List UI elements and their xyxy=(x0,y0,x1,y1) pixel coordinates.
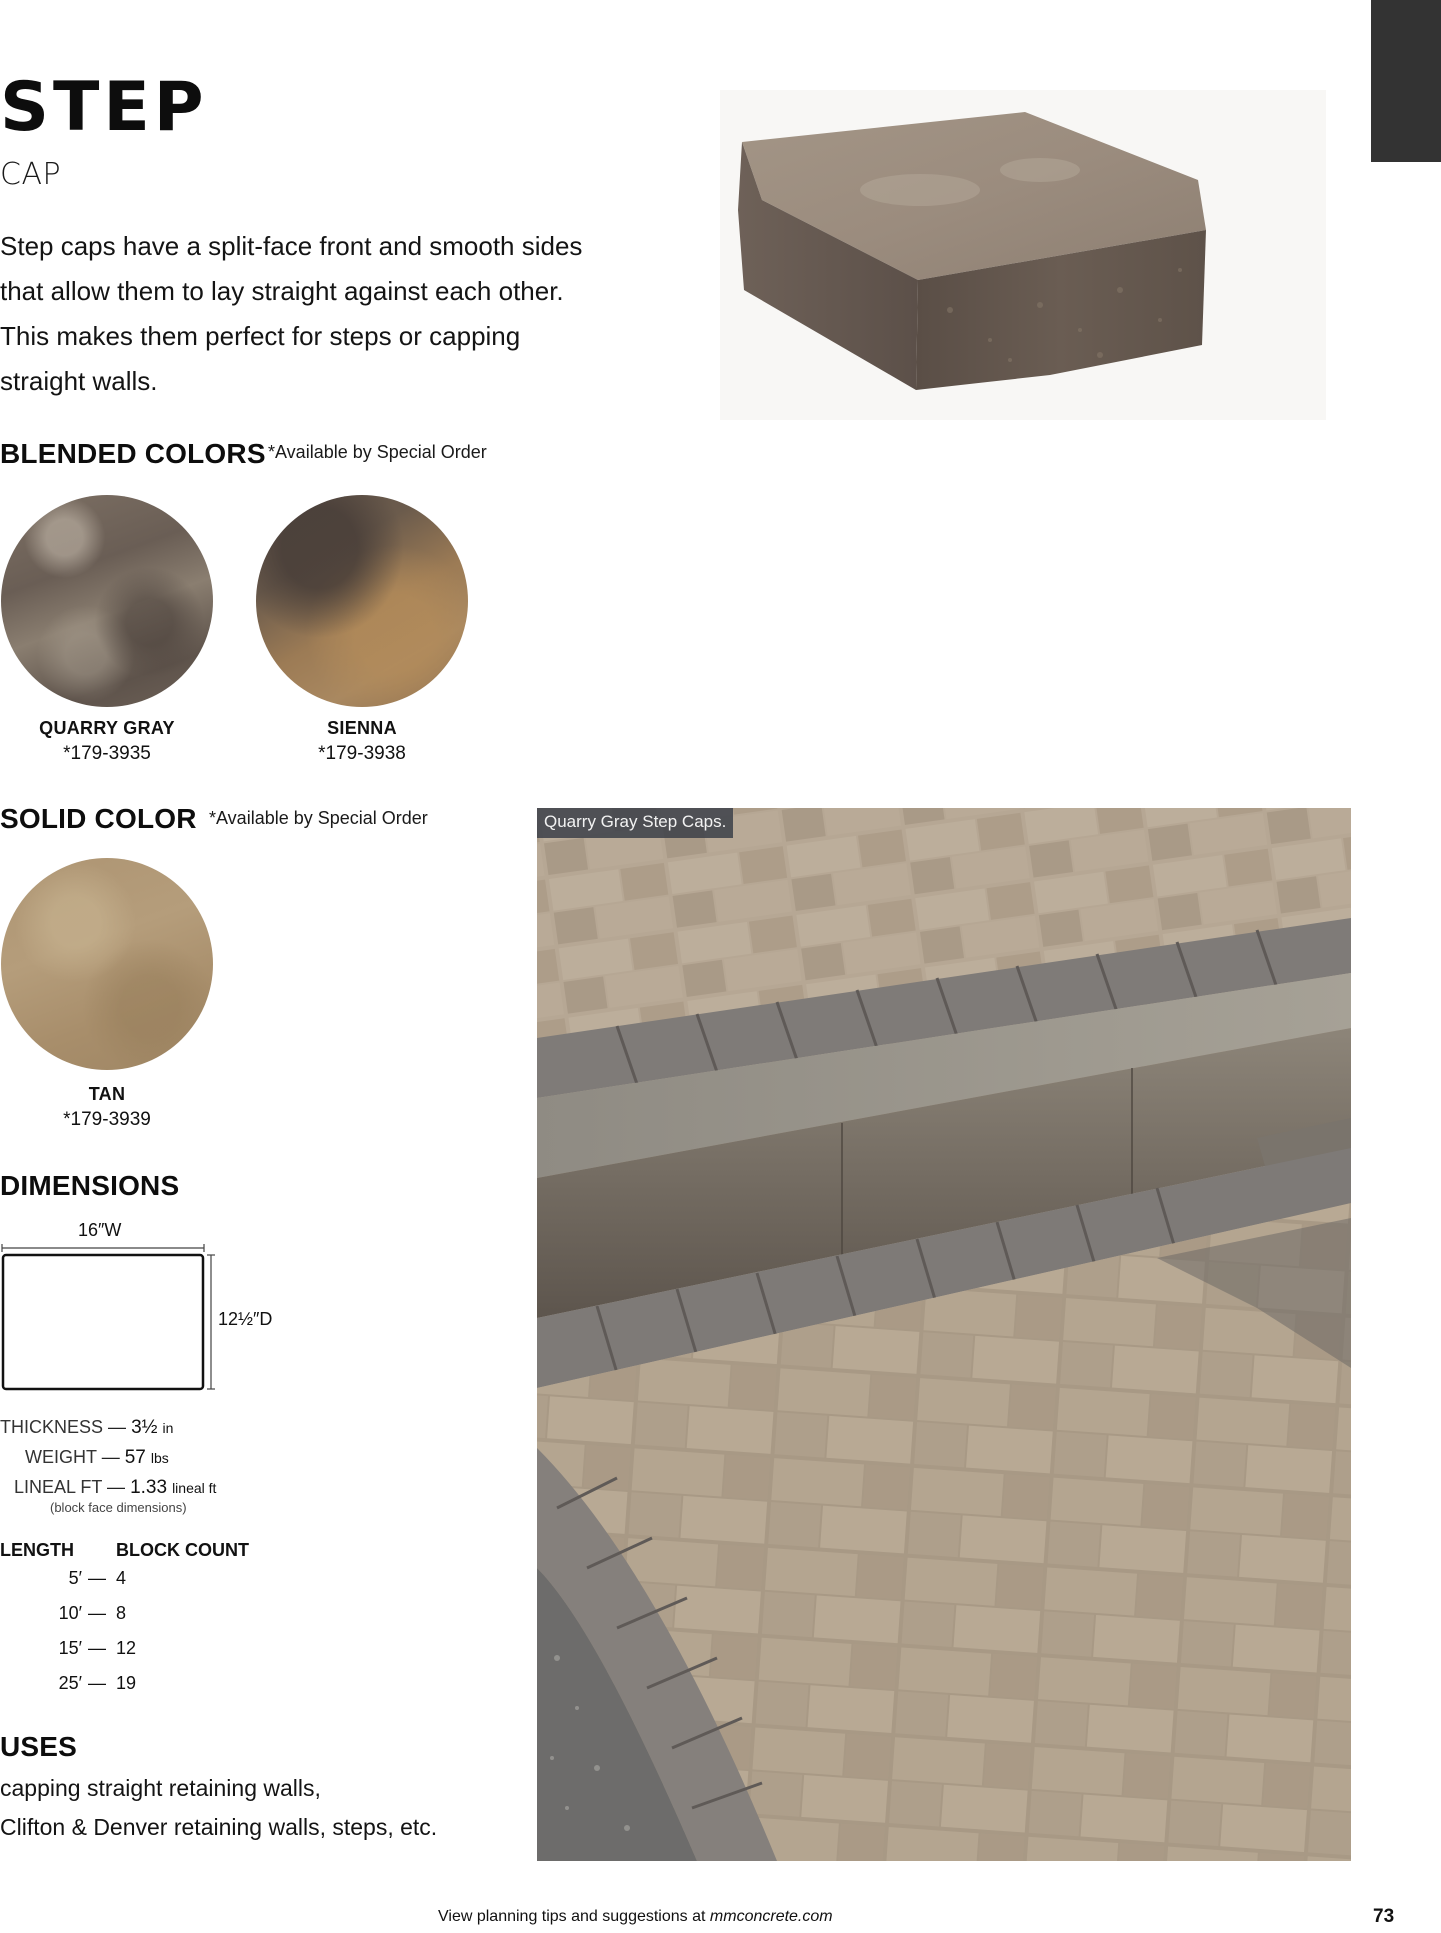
spec-value: 3½ xyxy=(131,1417,158,1438)
patio-steps-illustration-icon xyxy=(537,808,1351,1861)
footer-text xyxy=(438,1908,833,1926)
spec-unit: lineal ft xyxy=(172,1480,217,1496)
page-number: 73 xyxy=(1373,1906,1395,1927)
spec-note: (block face dimensions) xyxy=(50,1500,187,1515)
page-title: STEP xyxy=(0,68,208,147)
spec-dash: — xyxy=(101,1447,120,1467)
row-dash: — xyxy=(88,1568,106,1588)
uses-line: capping straight retaining walls, xyxy=(0,1775,321,1801)
swatch-name: TAN xyxy=(88,1084,126,1104)
row-length: 25′ xyxy=(58,1673,82,1693)
dimension-diagram xyxy=(0,1240,220,1400)
row-count: 12 xyxy=(116,1638,137,1658)
row-length: 5′ xyxy=(68,1568,82,1588)
swatch-code: *179-3939 xyxy=(63,1109,151,1130)
row-count: 4 xyxy=(116,1568,127,1588)
block-count-header: BLOCK COUNT xyxy=(116,1540,249,1560)
length-header: LENGTH xyxy=(0,1540,74,1560)
swatch-quarry-gray xyxy=(1,495,213,707)
row-count: 19 xyxy=(116,1673,137,1693)
footer-label: View planning tips and suggestions at xyxy=(438,1908,706,1925)
page-section-tab xyxy=(1371,0,1441,162)
intro-line: that allow them to lay straight against each other. xyxy=(0,276,564,306)
intro-paragraph xyxy=(0,224,660,404)
intro-line: Step caps have a split-face front and smooth sides xyxy=(0,231,583,261)
swatch-code: *179-3935 xyxy=(63,743,151,764)
spec-dash: — xyxy=(108,1417,127,1437)
blended-colors-note: *Available by Special Order xyxy=(268,442,487,462)
uses-text xyxy=(0,1769,437,1847)
width-label: 16″W xyxy=(78,1220,122,1240)
page-subtitle: CAP xyxy=(0,157,62,192)
swatch-sienna xyxy=(256,495,468,707)
spec-weight xyxy=(25,1447,169,1469)
solid-color-heading: SOLID COLOR xyxy=(0,803,197,834)
spec-unit: in xyxy=(162,1420,174,1436)
spec-value: 1.33 xyxy=(130,1477,168,1498)
spec-dash: — xyxy=(107,1477,126,1497)
product-photo xyxy=(720,90,1326,420)
spec-label: LINEAL FT xyxy=(14,1477,103,1497)
swatch-code: *179-3938 xyxy=(318,743,406,764)
row-length: 15′ xyxy=(58,1638,82,1658)
dimensions-heading: DIMENSIONS xyxy=(0,1170,180,1201)
spec-unit: lbs xyxy=(150,1450,169,1466)
row-dash: — xyxy=(88,1638,106,1658)
swatch-name: QUARRY GRAY xyxy=(39,718,175,738)
swatch-tan xyxy=(1,858,213,1070)
spec-thickness xyxy=(0,1417,173,1439)
uses-line: Clifton & Denver retaining walls, steps, etc. xyxy=(0,1814,438,1840)
installation-photo xyxy=(537,808,1351,1861)
step-cap-block-icon xyxy=(720,90,1326,420)
swatch-name: SIENNA xyxy=(327,718,397,738)
row-count: 8 xyxy=(116,1603,127,1623)
row-dash: — xyxy=(88,1603,106,1623)
row-dash: — xyxy=(88,1673,106,1693)
uses-heading: USES xyxy=(0,1731,78,1762)
footer-link[interactable]: mmconcrete.com xyxy=(709,1908,833,1925)
spec-label: THICKNESS xyxy=(0,1417,104,1437)
photo-caption: Quarry Gray Step Caps. xyxy=(537,808,733,838)
intro-line: This makes them perfect for steps or capping xyxy=(0,321,521,351)
depth-label: 12½″D xyxy=(218,1309,273,1329)
blended-colors-heading: BLENDED COLORS xyxy=(0,438,266,469)
spec-lineal-ft xyxy=(14,1477,216,1499)
row-length: 10′ xyxy=(58,1603,82,1623)
spec-value: 57 xyxy=(124,1447,146,1468)
intro-line: straight walls. xyxy=(0,366,158,396)
solid-color-note: *Available by Special Order xyxy=(209,808,428,828)
spec-label: WEIGHT xyxy=(25,1447,97,1467)
